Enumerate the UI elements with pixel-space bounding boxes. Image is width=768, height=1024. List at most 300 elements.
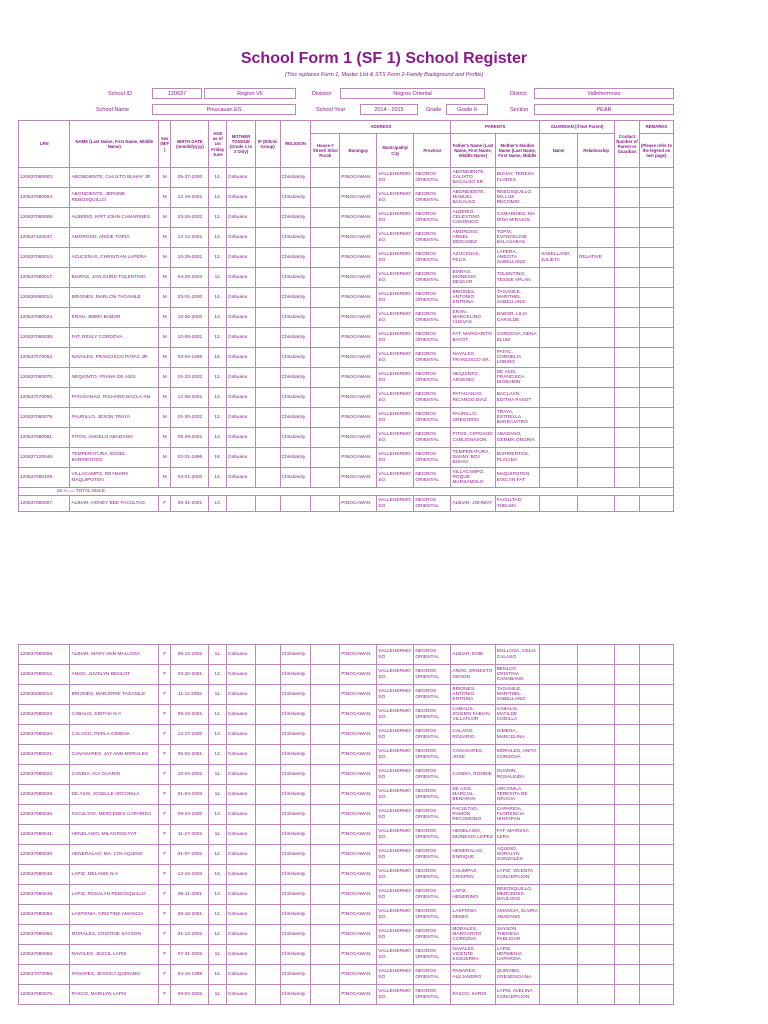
cell-barangay: PINOCAWAN xyxy=(340,428,377,448)
cell-province: NEGROS ORIENTAL xyxy=(414,705,451,725)
cell-province: NEGROS ORIENTAL xyxy=(414,785,451,805)
cell-house xyxy=(311,665,340,685)
cell-sex: M xyxy=(159,348,171,368)
cell-lrn: 120637080024. xyxy=(19,308,70,328)
cell-mother-tongue: Cebuano xyxy=(226,785,255,805)
cell-remarks xyxy=(639,745,673,765)
cell-religion: Christianity xyxy=(280,965,311,985)
cell-municipality: VALLEHERMOSO xyxy=(377,845,414,865)
cell-birth: 10-08-2001 xyxy=(171,328,209,348)
cell-mother: MAQUIPOTEN, EVELYN FAT xyxy=(495,468,539,488)
cell-religion: Christianity xyxy=(280,805,311,825)
cell-lrn: 120637120047. xyxy=(19,228,70,248)
cell-contact xyxy=(615,845,640,865)
cell-guardian-name xyxy=(539,725,577,745)
cell-contact xyxy=(615,985,640,1005)
cell-barangay: PINOCAWAN xyxy=(340,745,377,765)
cell-ip xyxy=(255,288,280,308)
table-row xyxy=(19,288,674,308)
cell-guardian-relationship xyxy=(578,825,615,845)
cell-municipality: VALLEHERMOSO xyxy=(377,428,414,448)
cell-house xyxy=(311,188,340,208)
cell-lrn: 120637080021. xyxy=(19,745,70,765)
cell-province: NEGROS ORIENTAL xyxy=(414,985,451,1005)
cell-birth: 07-31-2002 xyxy=(171,945,209,965)
cell-religion: Christianity xyxy=(280,945,311,965)
cell-sex: F xyxy=(159,945,171,965)
cell-contact xyxy=(615,645,640,665)
cell-birth: 03-04-1998 xyxy=(171,348,209,368)
cell-sex: M xyxy=(159,388,171,408)
cell-birth: 01-13-2002 xyxy=(171,925,209,945)
cell-birth: 12-14-2001 xyxy=(171,228,209,248)
cell-mother-tongue: Cebuano xyxy=(226,985,255,1005)
header-name: NAME (Last Name, First Name, Middle Name) xyxy=(70,121,159,168)
cell-guardian-relationship xyxy=(578,188,615,208)
header-municipality: Municipality/ City xyxy=(377,134,414,168)
cell-remarks xyxy=(639,705,673,725)
header-contact: Contact Number of Parent or Guardian xyxy=(615,121,640,168)
cell-guardian-relationship xyxy=(578,228,615,248)
cell-guardian-relationship xyxy=(578,348,615,368)
cell-barangay: PINOCAWAN xyxy=(340,965,377,985)
cell-province: NEGROS ORIENTAL xyxy=(414,885,451,905)
cell-barangay: PINOCAWAN xyxy=(340,685,377,705)
cell-province: NEGROS ORIENTAL xyxy=(414,188,451,208)
cell-sex: M xyxy=(159,228,171,248)
cell-barangay: PINOCAWAN xyxy=(340,865,377,885)
cell-municipality: VALLEHERMOSO xyxy=(377,408,414,428)
cell-house xyxy=(311,745,340,765)
cell-municipality: VALLEHERMOSO xyxy=(377,665,414,685)
cell-contact xyxy=(615,745,640,765)
table-row xyxy=(19,468,674,488)
cell-age: 12. xyxy=(209,248,227,268)
cell-mother: BUHAY, TERESA FLORES xyxy=(495,168,539,188)
cell-house xyxy=(311,645,340,665)
cell-ip xyxy=(255,645,280,665)
cell-contact xyxy=(615,765,640,785)
cell-remarks xyxy=(639,765,673,785)
cell-age: 12. xyxy=(209,408,227,428)
cell-guardian-relationship xyxy=(578,268,615,288)
school-id-value: 120637 xyxy=(167,91,187,97)
cell-age: 11. xyxy=(209,945,227,965)
cell-mother-tongue: Cebuano xyxy=(226,348,255,368)
cell-house xyxy=(311,905,340,925)
cell-ip xyxy=(255,905,280,925)
cell-ip xyxy=(255,665,280,685)
cell-birth: 03-20-2001 xyxy=(171,665,209,685)
cell-province: NEGROS ORIENTAL xyxy=(414,945,451,965)
cell-birth: 01-07-2002 xyxy=(171,845,209,865)
register-table-bottom xyxy=(18,644,674,1005)
cell-name: ABONDIENTE, JEROME REBOSQUILLO xyxy=(70,188,159,208)
cell-mother-tongue: Cebuano xyxy=(226,645,255,665)
cell-sex: F xyxy=(159,705,171,725)
cell-sex: F xyxy=(159,725,171,745)
header-mother-tongue: MOTHER TONGUE (Grade 1 to 3 Only) xyxy=(226,121,255,168)
cell-ip xyxy=(255,248,280,268)
cell-contact xyxy=(615,208,640,228)
header-birth-date: BIRTH DATE (mm/dd/yyyy) xyxy=(171,121,209,168)
cell-province: NEGROS ORIENTAL xyxy=(414,328,451,348)
cell-house xyxy=(311,825,340,845)
cell-mother-tongue: Cebuano xyxy=(226,805,255,825)
cell-guardian-relationship xyxy=(578,468,615,488)
cell-guardian-relationship xyxy=(578,885,615,905)
cell-guardian-relationship xyxy=(578,208,615,228)
cell-sex: F xyxy=(159,925,171,945)
cell-name: CANDIA, ICA GUARIN xyxy=(70,765,159,785)
cell-contact xyxy=(615,228,640,248)
cell-age: 11. xyxy=(209,765,227,785)
region-value: Region VII xyxy=(237,91,263,97)
table-row xyxy=(19,745,674,765)
cell-father: ALBIAR, ENIE xyxy=(451,645,495,665)
cell-ip xyxy=(255,705,280,725)
cell-municipality: VALLEHERMOSO xyxy=(377,268,414,288)
cell-lrn: 120637080048. xyxy=(19,865,70,885)
cell-birth: 09-24-2000 xyxy=(171,805,209,825)
cell-mother: TAGANILE, MARITHEL SABELLANO xyxy=(495,288,539,308)
cell-sex: F xyxy=(159,905,171,925)
cell-municipality: VALLEHERMOSO xyxy=(377,705,414,725)
cell-house xyxy=(311,348,340,368)
cell-house xyxy=(311,805,340,825)
cell-age: 18. xyxy=(209,448,227,468)
cell-name: CALAGO, PERLA GIMENA xyxy=(70,725,159,745)
cell-barangay: PINOCAWAN xyxy=(340,228,377,248)
cell-house xyxy=(311,725,340,745)
cell-mother-tongue: Cebuano xyxy=(226,388,255,408)
cell-father: CALIMPAS, CRISPEN xyxy=(451,865,495,885)
cell-sex: F xyxy=(159,845,171,865)
cell-lrn: 120637080004. xyxy=(19,188,70,208)
section-value: PEAR xyxy=(596,107,612,113)
cell-guardian-name xyxy=(539,945,577,965)
cell-remarks xyxy=(639,925,673,945)
cell-barangay: PINOCAWAN xyxy=(340,765,377,785)
cell-remarks xyxy=(639,368,673,388)
cell-sex: M xyxy=(159,188,171,208)
cell-province: NEGROS ORIENTAL xyxy=(414,168,451,188)
cell-lrn: 120637070060. xyxy=(19,388,70,408)
section-label: Section xyxy=(510,107,529,113)
cell-ip xyxy=(255,845,280,865)
cell-guardian-relationship xyxy=(578,496,615,512)
cell-sex: M xyxy=(159,168,171,188)
cell-house xyxy=(311,388,340,408)
cell-religion: Christianity xyxy=(280,645,311,665)
cell-age: 11. xyxy=(209,645,227,665)
cell-age: 13. xyxy=(209,308,227,328)
cell-religion: Christianity xyxy=(280,408,311,428)
cell-barangay: PINOCAWAN xyxy=(340,448,377,468)
cell-ip xyxy=(255,448,280,468)
cell-name: TEMPERATURA, EDSEL BARRIENTOS xyxy=(70,448,159,468)
cell-guardian-name xyxy=(539,905,577,925)
cell-barangay: PINOCAWAN xyxy=(340,168,377,188)
cell-barangay: PINOCAWAN xyxy=(340,725,377,745)
cell-house xyxy=(311,865,340,885)
cell-mother-tongue: Cebuano xyxy=(226,845,255,865)
cell-municipality: VALLEHERMOSO xyxy=(377,188,414,208)
cell-province: NEGROS ORIENTAL xyxy=(414,685,451,705)
cell-father: MORALES, MARGARITO CORDOVA xyxy=(451,925,495,945)
cell-birth: 05-02-2001 xyxy=(171,745,209,765)
header-lrn: LRN xyxy=(19,121,70,168)
cell-house xyxy=(311,228,340,248)
division-value: Negros Oriental xyxy=(393,91,432,97)
cell-guardian-name xyxy=(539,985,577,1005)
table-row xyxy=(19,248,674,268)
cell-remarks xyxy=(639,208,673,228)
cell-province: NEGROS ORIENTAL xyxy=(414,665,451,685)
cell-ip xyxy=(255,725,280,745)
cell-age: 11. xyxy=(209,985,227,1005)
cell-religion: Christianity xyxy=(280,468,311,488)
cell-mother-tongue: Cebuano xyxy=(226,765,255,785)
cell-ip xyxy=(255,825,280,845)
cell-lrn: 120637080050. xyxy=(19,905,70,925)
cell-contact xyxy=(615,268,640,288)
cell-lrn: 120637080041. xyxy=(19,825,70,845)
cell-guardian-name xyxy=(540,268,578,288)
cell-house xyxy=(311,288,340,308)
cell-mother-tongue: Cebuano xyxy=(226,468,255,488)
cell-remarks xyxy=(639,388,673,408)
cell-religion: Christianity xyxy=(280,428,311,448)
cell-guardian-relationship xyxy=(578,428,615,448)
cell-sex: F xyxy=(159,645,171,665)
cell-lrn: 120637080007. xyxy=(19,496,70,512)
cell-mother-tongue xyxy=(226,496,255,512)
cell-contact xyxy=(615,945,640,965)
cell-mother: CAMARINES, MA DINA MIRASOL xyxy=(495,208,539,228)
cell-remarks xyxy=(639,268,673,288)
cell-name: BRIONES, MARLON TAGANILE xyxy=(70,288,159,308)
cell-mother: CAPARIDA, FLORENCIA HINTAPAN xyxy=(495,805,539,825)
cell-barangay: PINOCAWAN xyxy=(340,885,377,905)
cell-name: HENERALAO, MA. LYN AQUINO xyxy=(70,845,159,865)
cell-birth: 05-11-2001 xyxy=(171,885,209,905)
table-row xyxy=(19,825,674,845)
cell-age: 12. xyxy=(209,208,227,228)
cell-sex: F xyxy=(159,685,171,705)
table-row xyxy=(19,665,674,685)
cell-age: 13. xyxy=(209,745,227,765)
cell-name: CABALIS, EDITHA N-A xyxy=(70,705,159,725)
cell-province: NEGROS ORIENTAL xyxy=(414,765,451,785)
table-row xyxy=(19,448,674,468)
cell-barangay: PINOCAWAN xyxy=(340,468,377,488)
table-row xyxy=(19,885,674,905)
cell-birth: 10-04-2002 xyxy=(171,765,209,785)
cell-municipality: VALLEHERMOSO xyxy=(377,985,414,1005)
cell-name: PITOS, ANGELO ABADANO xyxy=(70,428,159,448)
cell-mother: QUIRABO, CRESENCIANA xyxy=(495,965,539,985)
cell-remarks xyxy=(639,645,673,665)
cell-religion: Christianity xyxy=(280,348,311,368)
table-row xyxy=(19,208,674,228)
cell-religion: Christianity xyxy=(280,865,311,885)
cell-age: 11. xyxy=(209,268,227,288)
cell-religion: Christianity xyxy=(280,825,311,845)
cell-guardian-name xyxy=(540,368,578,388)
cell-ip xyxy=(255,865,280,885)
table-row xyxy=(19,805,674,825)
cell-lrn: 120637080081. xyxy=(19,428,70,448)
cell-father: LASPONIA, DEMIO xyxy=(451,905,495,925)
school-name-label: School Name xyxy=(96,107,130,113)
table-row xyxy=(19,188,674,208)
cell-lrn: 120637080036. xyxy=(19,328,70,348)
cell-municipality: VALLEHERMOSO xyxy=(377,725,414,745)
cell-guardian-name xyxy=(540,468,578,488)
cell-province: NEGROS ORIENTAL xyxy=(414,725,451,745)
header-guardian: GUARDIAN (if Not Parent) xyxy=(540,121,615,134)
cell-ip xyxy=(255,925,280,945)
cell-age: 12. xyxy=(209,368,227,388)
cell-mother: BACLAAN, EDITHA PASOT xyxy=(495,388,539,408)
cell-mother: LAPIZ, HERMENIA CAPARIDA xyxy=(495,945,539,965)
cell-ip xyxy=(255,805,280,825)
cell-house xyxy=(311,885,340,905)
cell-sex: M xyxy=(159,268,171,288)
cell-name: AMOROSO, ARGIE TOPIA xyxy=(70,228,159,248)
table-row xyxy=(19,496,674,512)
cell-sex: F xyxy=(159,825,171,845)
header-parents: PARENTS xyxy=(451,121,540,134)
cell-father: PITOS, CIPRIANO CABUGNASON xyxy=(451,428,495,448)
cell-municipality: VALLEHERMOSO xyxy=(377,496,414,512)
cell-contact xyxy=(615,865,640,885)
cell-mother: MORALES, ANITA CORDOVA xyxy=(495,745,539,765)
cell-mother-tongue: Cebuano xyxy=(226,248,255,268)
cell-ip xyxy=(255,685,280,705)
cell-name: MORALES, CRISTINE SAYSON xyxy=(70,925,159,945)
cell-contact xyxy=(615,248,640,268)
cell-mother: REBOSQUILLO, MERCEDES DAULONG xyxy=(495,885,539,905)
cell-province: NEGROS ORIENTAL xyxy=(414,448,451,468)
cell-guardian-name xyxy=(539,745,577,765)
form-title: School Form 1 (SF 1) School Register xyxy=(240,50,528,67)
cell-remarks xyxy=(639,308,673,328)
cell-guardian-relationship xyxy=(578,645,615,665)
cell-guardian-name xyxy=(539,825,577,845)
cell-name: VILLACAMPO, REYMARK MAQUIPOTEN xyxy=(70,468,159,488)
cell-province: NEGROS ORIENTAL xyxy=(414,288,451,308)
cell-mother-tongue: Cebuano xyxy=(226,428,255,448)
cell-contact xyxy=(615,448,640,468)
cell-age: 12. xyxy=(209,188,227,208)
cell-house xyxy=(311,468,340,488)
cell-birth: 12-27-2000 xyxy=(171,725,209,745)
cell-guardian-relationship xyxy=(578,725,615,745)
cell-contact xyxy=(615,428,640,448)
cell-lrn: 120637080020. xyxy=(19,725,70,745)
cell-province: NEGROS ORIENTAL xyxy=(414,745,451,765)
cell-municipality: VALLEHERMOSO xyxy=(377,448,414,468)
cell-guardian-name xyxy=(540,348,578,368)
cell-ip xyxy=(255,985,280,1005)
cell-father: BIARAS, DIONESIO DESCAR xyxy=(451,268,495,288)
cell-mother: TOPIA, EVANGELINE BALASABAS xyxy=(495,228,539,248)
cell-religion: Christianity xyxy=(280,368,311,388)
cell-house xyxy=(311,496,340,512)
cell-father: BRIONES, ANTONIO ENTRINA xyxy=(451,685,495,705)
cell-mother-tongue: Cebuano xyxy=(226,408,255,428)
cell-father: CANDIA, RONNIE xyxy=(451,765,495,785)
cell-ip xyxy=(255,228,280,248)
cell-house xyxy=(311,785,340,805)
cell-lrn: 120637080078. xyxy=(19,408,70,428)
cell-province: NEGROS ORIENTAL xyxy=(414,825,451,845)
cell-contact xyxy=(615,288,640,308)
cell-sex: M xyxy=(159,408,171,428)
cell-ip xyxy=(255,428,280,448)
cell-mother: TRAYA, ESTRELLA BARICUATRO xyxy=(495,408,539,428)
cell-father: HENERALAO, ENRIQUE xyxy=(451,845,495,865)
cell-province: NEGROS ORIENTAL xyxy=(414,408,451,428)
cell-name: NAVALES, JESCIL LAPIZ xyxy=(70,945,159,965)
cell-name: LAPIZ, ROSALYN REBOSQUILLO xyxy=(70,885,159,905)
cell-contact xyxy=(615,825,640,845)
cell-ip xyxy=(255,496,280,512)
cell-birth: 12-19-2001 xyxy=(171,188,209,208)
cell-contact xyxy=(615,468,640,488)
cell-religion: Christianity xyxy=(280,745,311,765)
cell-guardian-name xyxy=(540,208,578,228)
table-row xyxy=(19,348,674,368)
cell-guardian-name xyxy=(539,805,577,825)
cell-sex: M xyxy=(159,328,171,348)
cell-lrn: 120637080014. xyxy=(19,248,70,268)
cell-contact xyxy=(615,388,640,408)
cell-father: ALBERIO, CELESTINO CANONIGO xyxy=(451,208,495,228)
cell-barangay: PINOCAWAN xyxy=(340,905,377,925)
cell-father: PANARES, ALEJANDRO xyxy=(451,965,495,985)
cell-province: NEGROS ORIENTAL xyxy=(414,368,451,388)
cell-municipality: VALLEHERMOSO xyxy=(377,208,414,228)
cell-ip xyxy=(255,348,280,368)
cell-province: NEGROS ORIENTAL xyxy=(414,925,451,945)
cell-ip xyxy=(255,765,280,785)
cell-house xyxy=(311,448,340,468)
cell-father: ALBIAR, JOHNNY xyxy=(451,496,495,512)
cell-sex: F xyxy=(159,985,171,1005)
cell-mother: DE ASIS, FRANCISCA DIGBAMIN xyxy=(495,368,539,388)
cell-mother-tongue: Cebuano xyxy=(226,825,255,845)
cell-guardian-relationship xyxy=(578,845,615,865)
cell-remarks xyxy=(639,725,673,745)
cell-barangay: PINOCAWAN xyxy=(340,665,377,685)
cell-religion: Christianity xyxy=(280,905,311,925)
cell-age: 12. xyxy=(209,845,227,865)
cell-religion: Christianity xyxy=(280,228,311,248)
cell-province: NEGROS ORIENTAL xyxy=(414,308,451,328)
cell-name: PASCO, MARILYN LAPIS xyxy=(70,985,159,1005)
cell-lrn: 120637080022. xyxy=(19,765,70,785)
cell-birth: 11-27-2002 xyxy=(171,825,209,845)
cell-birth: 11-11-2002 xyxy=(171,685,209,705)
header-address: ADDRESS xyxy=(311,121,451,134)
table-row xyxy=(19,905,674,925)
cell-guardian-name xyxy=(540,188,578,208)
cell-ip xyxy=(255,308,280,328)
cell-remarks xyxy=(639,905,673,925)
